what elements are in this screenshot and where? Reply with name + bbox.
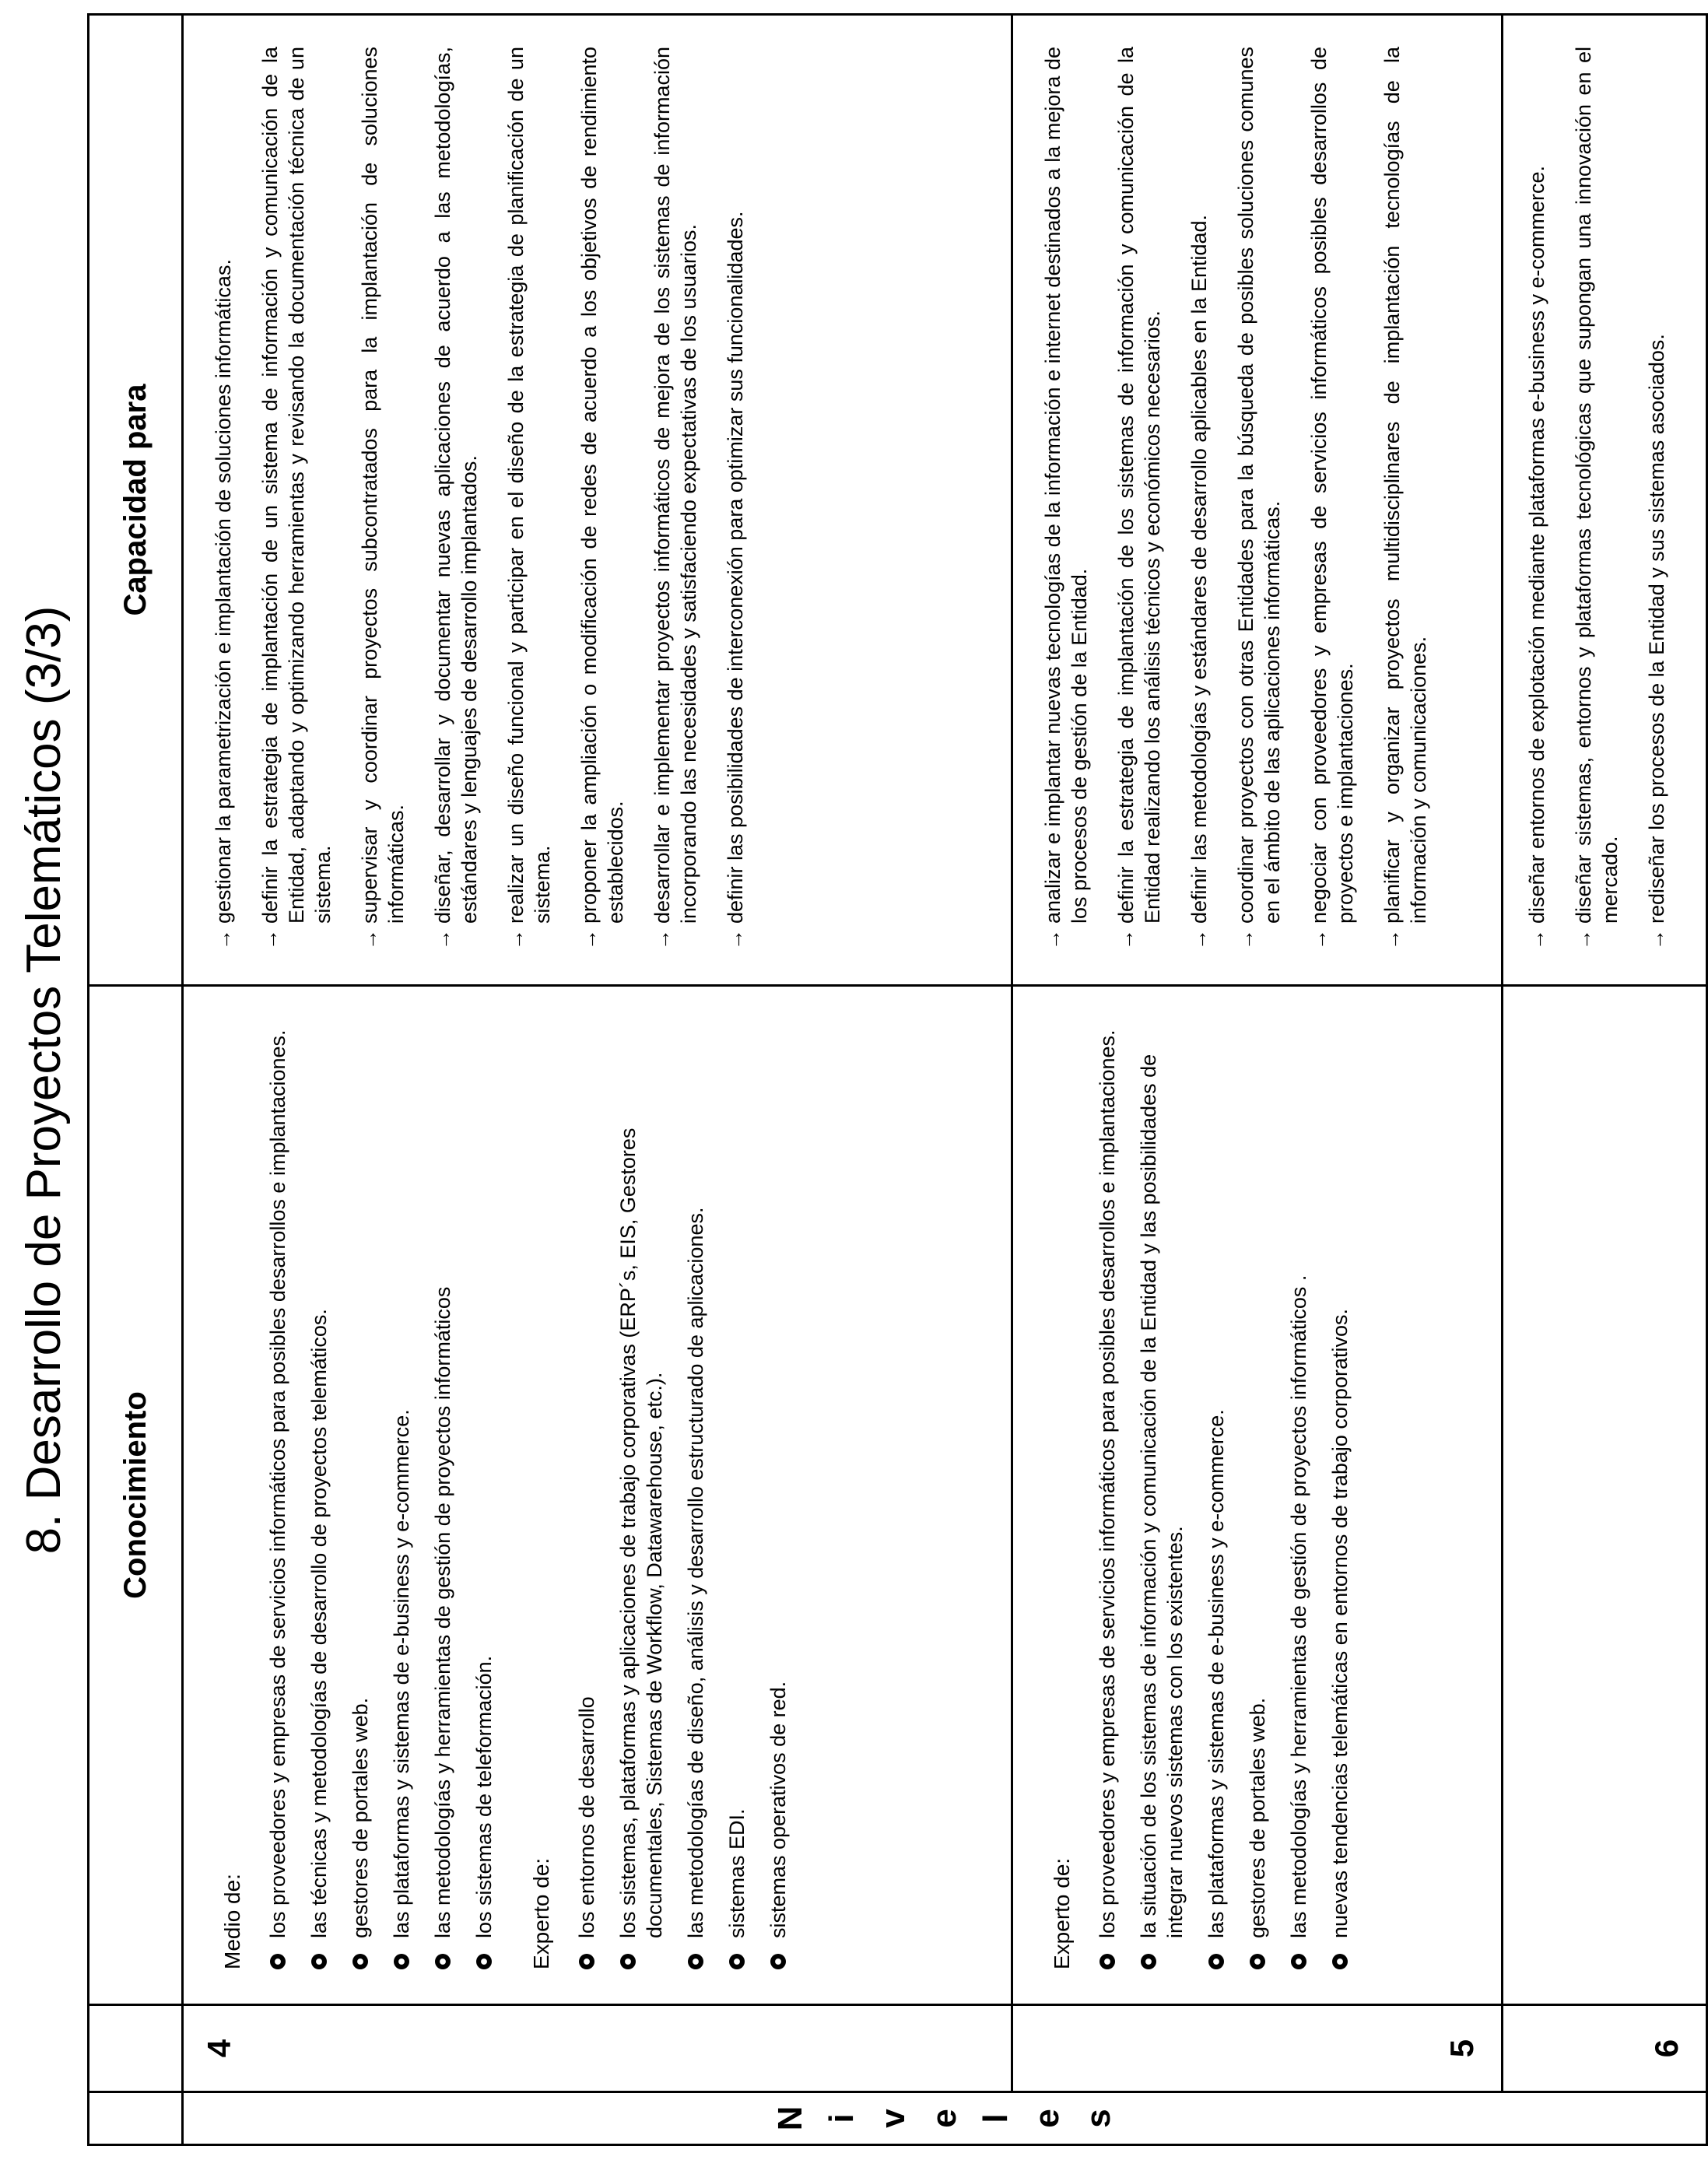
- capacity-item-text: definir las posibilidades de interconexión para optimizar sus funcionalidades.: [724, 211, 747, 924]
- knowledge-item-text: las plataformas y sistemas de e-business y e-commerce.: [1205, 1409, 1228, 1938]
- level-number-4: 4: [183, 2005, 1012, 2092]
- capacity-item-text: realizar un diseño funcional y participar en el diseño de la estrategia de planificación de un sistema.: [504, 47, 554, 924]
- capacity-item-text: analizar e implantar nuevas tecnologías de la información e internet destinados a la mejora de los procesos de gestión de la Entidad.: [1041, 47, 1091, 924]
- knowledge-item-text: sistemas EDI.: [725, 1808, 749, 1938]
- capacity-item-text: coordinar proyectos con otras Entidades para la búsqueda de posibles soluciones comunes en el ámbito de las aplicaciones informáticas.: [1234, 47, 1284, 924]
- circle-dot-icon: [620, 1954, 636, 1969]
- capacity-list: [1040, 47, 1432, 950]
- niveles-letter: e: [925, 2109, 963, 2128]
- knowledge-group-intro: Experto de:: [1050, 1857, 1074, 1969]
- knowledge-item-text: las metodologías y herramientas de gestión de proyectos informáticos: [431, 1286, 454, 1938]
- knowledge-item-text: las metodologías y herramientas de gestión de proyectos informáticos .: [1287, 1275, 1310, 1938]
- knowledge-item: [682, 1018, 709, 1969]
- capacity-cell-4: [183, 15, 1012, 986]
- capacity-item-text: definir las metodologías y estándares de desarrollo aplicables en la Entidad.: [1187, 214, 1211, 924]
- arrow-bullet-icon: →: [724, 929, 747, 950]
- capacity-item: [1113, 47, 1166, 950]
- niveles-letter: v: [874, 2109, 912, 2128]
- capacity-item: [1040, 47, 1092, 950]
- capacity-item-text: desarrollar e implementar proyectos informáticos de mejora de los sistemas de información incorporando las necesidades y satisfaciendo expectativas de los usuarios.: [651, 47, 700, 924]
- capacity-item: [722, 47, 749, 950]
- capacity-item: [210, 47, 237, 950]
- arrow-bullet-icon: →: [1307, 929, 1331, 950]
- niveles-letter: i: [822, 2113, 861, 2123]
- header-knowledge: Conocimiento: [89, 986, 183, 2005]
- knowledge-item: [1203, 1018, 1229, 1969]
- capacity-item: [1570, 47, 1623, 950]
- knowledge-item: [265, 1018, 291, 1969]
- circle-dot-icon: [270, 1954, 286, 1969]
- knowledge-item: [347, 1018, 374, 1969]
- arrow-bullet-icon: →: [1234, 929, 1257, 950]
- capacity-item: [356, 47, 409, 950]
- level-number-5: 5: [1012, 2005, 1503, 2092]
- knowledge-list: [573, 1018, 791, 1969]
- capacity-cell-5: [1012, 15, 1503, 986]
- capacity-item-text: diseñar, desarrollar y documentar nuevas aplicaciones de acuerdo a las metodologías, estándares y lenguajes de desarrollo implantados.: [431, 47, 481, 924]
- circle-dot-icon: [1208, 1954, 1224, 1969]
- niveles-letter: l: [977, 2113, 1015, 2123]
- header-level-blank: [89, 2005, 183, 2092]
- knowledge-item-text: los sistemas de teleformación.: [472, 1655, 496, 1938]
- arrow-bullet-icon: →: [358, 929, 381, 950]
- arrow-bullet-icon: →: [504, 929, 528, 950]
- niveles-letter: N: [771, 2106, 809, 2131]
- knowledge-item: [430, 1018, 456, 1969]
- knowledge-item-text: gestores de portales web.: [1246, 1697, 1269, 1938]
- circle-dot-icon: [1332, 1954, 1348, 1969]
- knowledge-item: [1244, 1018, 1271, 1969]
- arrow-bullet-icon: →: [1380, 929, 1404, 950]
- level-row-6: [1503, 15, 1707, 2145]
- capacity-item: [503, 47, 556, 950]
- circle-dot-icon: [435, 1954, 451, 1969]
- capacity-item: [1306, 47, 1359, 950]
- level-row-4: [183, 15, 1012, 2145]
- niveles-label: [184, 2093, 1706, 2144]
- capacity-item: [1186, 47, 1212, 950]
- knowledge-item-text: las técnicas y metodologías de desarrollo de proyectos telemáticos.: [307, 1309, 331, 1938]
- arrow-bullet-icon: →: [651, 929, 674, 950]
- niveles-letter: e: [1028, 2109, 1066, 2128]
- niveles-label-cell: [183, 2092, 1707, 2145]
- capacity-item-text: definir la estrategia de implantación de un sistema de información y comunicación de la Entidad, adaptando y optimizando herramientas y revisando la documentación técnica de un sistema.: [258, 47, 335, 924]
- arrow-bullet-icon: →: [212, 929, 235, 950]
- capacity-item-text: gestionar la parametrización e implantación de soluciones informáticas.: [212, 259, 235, 924]
- knowledge-cell-5: [1012, 986, 1503, 2005]
- arrow-bullet-icon: →: [1572, 929, 1595, 950]
- knowledge-item-text: nuevas tendencias telemáticas en entornos de trabajo corporativos.: [1328, 1309, 1352, 1938]
- capacity-item: [1524, 47, 1550, 950]
- level-row-5: [1012, 15, 1503, 2145]
- knowledge-item-text: las plataformas y sistemas de e-business y e-commerce.: [390, 1409, 413, 1938]
- knowledge-item: [765, 1018, 791, 1969]
- knowledge-item-text: los entornos de desarrollo: [575, 1696, 598, 1938]
- circle-dot-icon: [688, 1954, 703, 1969]
- circle-dot-icon: [352, 1954, 368, 1969]
- arrow-bullet-icon: →: [1187, 929, 1211, 950]
- header-capacity: Capacidad para: [89, 15, 183, 986]
- arrow-bullet-icon: →: [577, 929, 601, 950]
- page-title: 8. Desarrollo de Proyectos Telemáticos (3/3): [16, 605, 71, 1555]
- capacity-item-text: rediseñar los procesos de la Entidad y sus sistemas asociados.: [1645, 334, 1668, 924]
- knowledge-item-text: los proveedores y empresas de servicios informáticos para posibles desarrollos e implantaciones.: [266, 1029, 289, 1938]
- level-number-6: 6: [1503, 2005, 1707, 2092]
- capacity-list: [210, 47, 749, 950]
- knowledge-item: [1285, 1018, 1312, 1969]
- circle-dot-icon: [1100, 1954, 1115, 1969]
- knowledge-item-text: los sistemas, plataformas y aplicaciones de trabajo corporativas (ERP´s, EIS, Gestores documentales, Sistemas de Workflow, Datawarehouse, etc.).: [616, 1127, 666, 1938]
- knowledge-item: [1135, 1018, 1188, 1969]
- arrow-bullet-icon: →: [1645, 929, 1668, 950]
- knowledge-item: [1327, 1018, 1353, 1969]
- capacity-item: [1233, 47, 1285, 950]
- circle-dot-icon: [1291, 1954, 1306, 1969]
- knowledge-item: [471, 1018, 497, 1969]
- knowledge-cell-6: [1503, 986, 1707, 2005]
- arrow-bullet-icon: →: [258, 929, 282, 950]
- header-corner: [89, 2092, 183, 2145]
- circle-dot-icon: [579, 1954, 594, 1969]
- capacity-item-text: diseñar sistemas, entornos y plataformas tecnológicas que supongan una innovación en el mercado.: [1572, 47, 1622, 924]
- capacity-item: [257, 47, 336, 950]
- knowledge-item-text: los proveedores y empresas de servicios informáticos para posibles desarrollos e implantaciones.: [1096, 1029, 1119, 1938]
- circle-dot-icon: [770, 1954, 786, 1969]
- knowledge-item-text: gestores de portales web.: [349, 1697, 372, 1938]
- capacity-item-text: supervisar y coordinar proyectos subcontratados para la implantación de soluciones informáticas.: [358, 47, 408, 924]
- knowledge-list: [1094, 1018, 1353, 1969]
- knowledge-list: [265, 1018, 497, 1969]
- knowledge-item: [573, 1018, 600, 1969]
- circle-dot-icon: [1141, 1954, 1156, 1969]
- capacity-cell-6: [1503, 15, 1707, 986]
- arrow-bullet-icon: →: [1114, 929, 1138, 950]
- knowledge-group-intro: Experto de:: [529, 1857, 553, 1969]
- capacity-item: [1643, 47, 1670, 950]
- capacity-item: [649, 47, 702, 950]
- levels-table: [87, 13, 1708, 2146]
- circle-dot-icon: [394, 1954, 409, 1969]
- knowledge-item: [1094, 1018, 1121, 1969]
- capacity-list: [1524, 47, 1670, 950]
- knowledge-item: [615, 1018, 668, 1969]
- arrow-bullet-icon: →: [1525, 929, 1548, 950]
- circle-dot-icon: [311, 1954, 327, 1969]
- knowledge-item-text: las metodologías de diseño, análisis y desarrollo estructurado de aplicaciones.: [684, 1207, 707, 1938]
- capacity-item: [430, 47, 482, 950]
- arrow-bullet-icon: →: [431, 929, 454, 950]
- knowledge-item-text: la situación de los sistemas de información y comunicación de la Entidad y las posibilidades de integrar nuevos sistemas con los existentes.: [1137, 1054, 1187, 1938]
- knowledge-cell-4: [183, 986, 1012, 2005]
- circle-dot-icon: [476, 1954, 492, 1969]
- knowledge-item: [388, 1018, 415, 1969]
- circle-dot-icon: [1250, 1954, 1265, 1969]
- arrow-bullet-icon: →: [1041, 929, 1064, 950]
- capacity-item-text: planificar y organizar proyectos multidisciplinares de implantación tecnologías de la información y comunicaciones.: [1380, 47, 1430, 924]
- knowledge-item-text: sistemas operativos de red.: [766, 1681, 790, 1938]
- knowledge-item: [306, 1018, 332, 1969]
- knowledge-group-intro: Medio de:: [220, 1874, 244, 1969]
- header-row: [89, 15, 183, 2145]
- capacity-item-text: proponer la ampliación o modificación de redes de acuerdo a los objetivos de rendimiento establecidos.: [577, 47, 627, 924]
- capacity-item: [1379, 47, 1432, 950]
- capacity-item-text: definir la estrategia de implantación de los sistemas de información y comunicación de la Entidad realizando los análisis técnicos y económicos necesarios.: [1114, 47, 1164, 924]
- niveles-letter: s: [1079, 2109, 1117, 2128]
- capacity-item: [576, 47, 629, 950]
- capacity-item-text: diseñar entornos de explotación mediante plataformas e-business y e-commerce.: [1525, 165, 1548, 924]
- circle-dot-icon: [729, 1954, 745, 1969]
- knowledge-item: [724, 1018, 750, 1969]
- capacity-item-text: negociar con proveedores y empresas de servicios informáticos posibles desarrollos de proyectos e implantaciones.: [1307, 47, 1357, 924]
